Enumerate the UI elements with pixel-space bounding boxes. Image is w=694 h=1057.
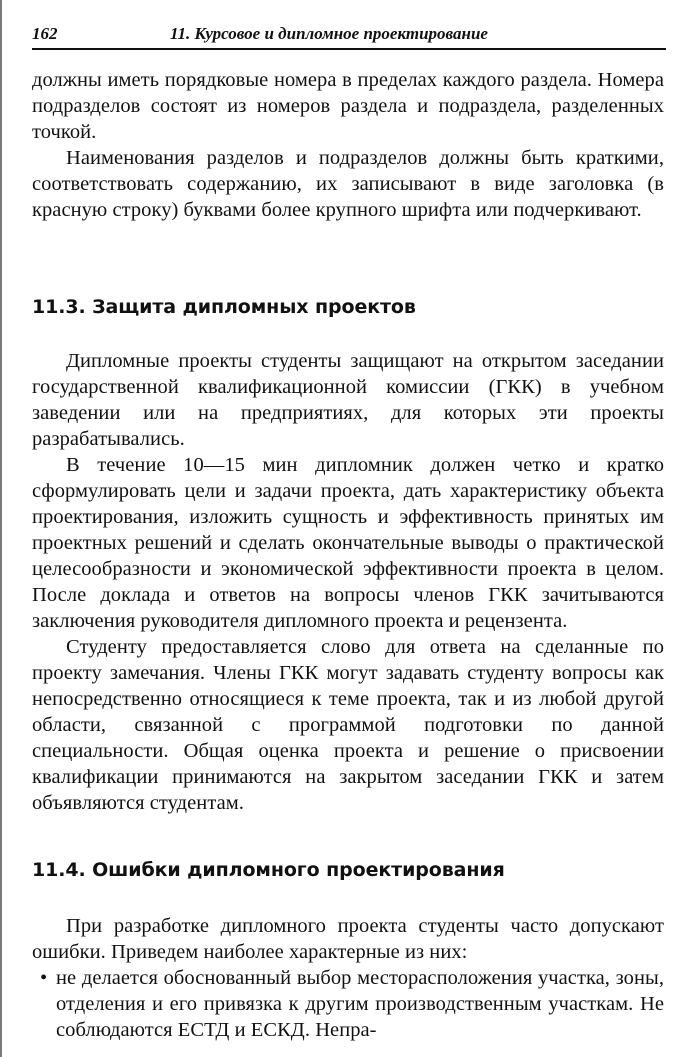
- page-number: 162: [32, 24, 58, 43]
- section-11-3-paragraph-2: В течение 10—15 мин дипломник должен четко и кратко сформулировать цели и задачи проекта, дать характеристику объекта проектирования, изложить сущность и эффективность принятых им проектных решений и сделать окончательные выводы о практической целесообразности и экономической эффективности проекта в целом. После доклада и ответов на вопросы членов ГКК зачитываются заключения руководителя дипломного проекта и рецензента.: [32, 454, 664, 632]
- error-list: [32, 965, 664, 1043]
- list-item-text: не делается обоснованный выбор месторасположения участка, зоны, отделения и его привязка к другим производственным участкам. Не соблюдаются ЕСТД и ЕСКД. Непра-: [56, 967, 664, 1041]
- section-11-4-text: [32, 913, 664, 1043]
- section-11-4-paragraph: При разработке дипломного проекта студенты часто допускают ошибки. Приведем наиболее характерные из них:: [32, 915, 664, 963]
- list-item: [32, 965, 664, 1043]
- section-11-3-paragraph-3: Студенту предоставляется слово для ответа на сделанные по проекту замечания. Члены ГКК могут задавать студенту вопросы как непосредственно относящиеся к теме проекта, так и из любой другой области, связанной с программой подготовки по данной специальности. Общая оценка проекта и решение о присвоении квалификации принимаются на закрытом заседании ГКК и затем объявляются студентам.: [32, 636, 664, 814]
- intro-text: [32, 67, 664, 223]
- section-heading-11-4: 11.4. Ошибки дипломного проектирования: [32, 859, 505, 881]
- bullet-icon: •: [40, 967, 48, 989]
- intro-paragraph-1: должны иметь порядковые номера в пределах каждого раздела. Номера подразделов состоят из номеров раздела и подраздела, разделенных точкой.: [32, 69, 664, 143]
- section-11-3-paragraph-1: Дипломные проекты студенты защищают на открытом заседании государственной квалификационной комиссии (ГКК) в учебном заведении или на предприятиях, для которых эти проекты разрабатывались.: [32, 350, 664, 450]
- page-left-edge: [0, 0, 2, 1057]
- running-title: 11. Курсовое и дипломное проектирование: [170, 24, 488, 43]
- intro-paragraph-2: Наименования разделов и подразделов должны быть краткими, соответствовать содержанию, их записывают в виде заголовка (в красную строку) буквами более крупного шрифта или подчеркивают.: [32, 147, 664, 221]
- section-11-3-text: [32, 348, 664, 816]
- section-heading-11-3: 11.3. Защита дипломных проектов: [32, 296, 416, 318]
- running-header: [32, 24, 666, 50]
